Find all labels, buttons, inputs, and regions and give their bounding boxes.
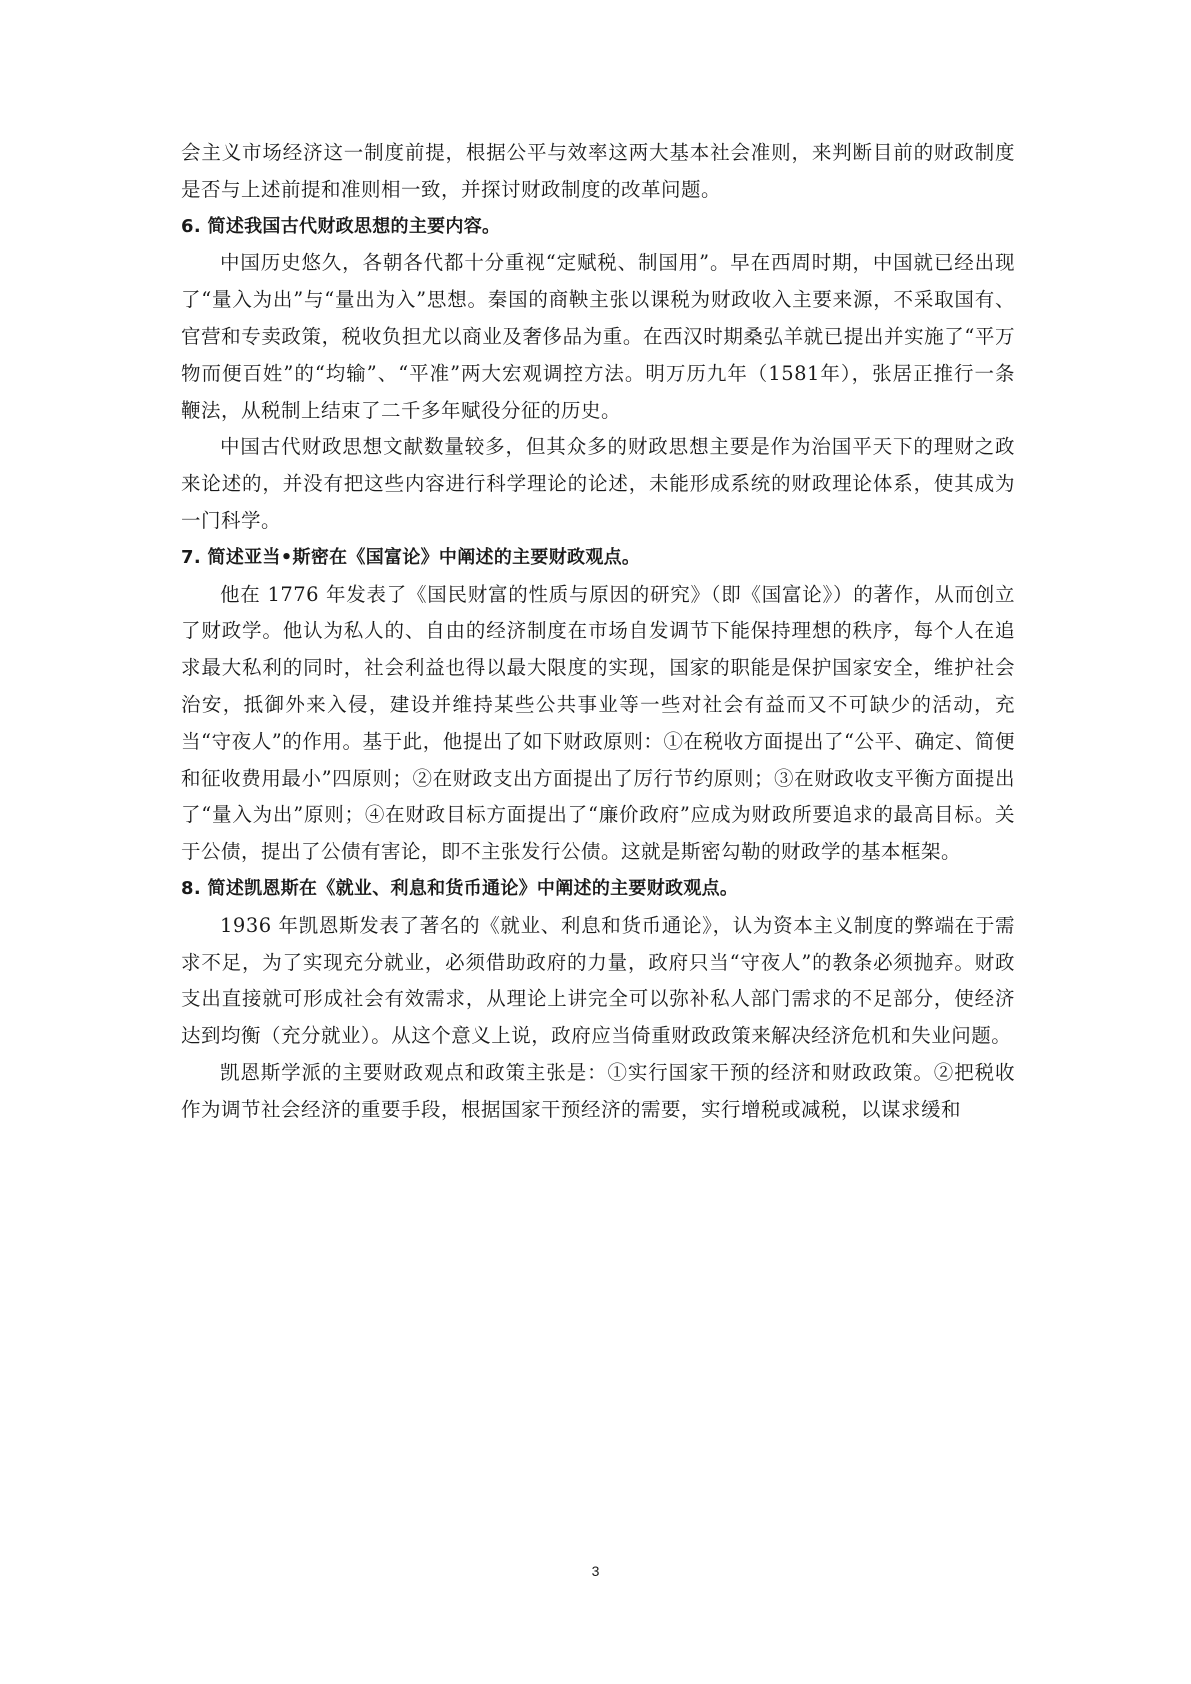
paragraph-continuation: 会主义市场经济这一制度前提，根据公平与效率这两大基本社会准则，来判断目前的财政制度是否与上述前提和准则相一致，并探讨财政制度的改革问题。 [181,141,1015,201]
question-heading-8: 8. 简述凯恩斯在《就业、利息和货币通论》中阐述的主要财政观点。 [181,877,739,899]
paragraph-keynes: 1936 年凯恩斯发表了著名的《就业、利息和货币通论》，认为资本主义制度的弊端在于需求不足，为了实现充分就业，必须借助政府的力量，政府只当“守夜人”的教条必须抛弃。财政支出直接就可形成社会有效需求，从理论上讲完全可以弥补私人部门需求的不足部分，使经济达到均衡（充分就业）。从这个意义上说，政府应当倚重财政政策来解决经济危机和失业问题。 [181,913,1015,1048]
question-heading-6: 6. 简述我国古代财政思想的主要内容。 [181,215,501,237]
paragraph-ancient-finance: 中国历史悠久，各朝各代都十分重视“定赋税、制国用”。早在西周时期，中国就已经出现了“量入为出”与“量出为入”思想。秦国的商鞅主张以课税为财政收入主要来源，不采取国有、官营和专卖政策，税收负担尤以商业及奢侈品为重。在西汉时期桑弘羊就已提出并实施了“平万物而便百姓”的“均输”、“平准”两大宏观调控方法。明万历九年（1581年），张居正推行一条鞭法，从税制上结束了二千多年赋役分征的历史。 [181,251,1015,422]
page-number: 3 [591,1563,600,1579]
document-body [181,135,1015,1129]
question-heading-7: 7. 简述亚当•斯密在《国富论》中阐述的主要财政观点。 [181,546,641,568]
paragraph-keynesian-school: 凯恩斯学派的主要财政观点和政策主张是：①实行国家干预的经济和财政政策。②把税收作为调节社会经济的重要手段，根据国家干预经济的需要，实行增税或减税，以谋求缓和 [181,1060,1015,1121]
paragraph-adam-smith: 他在 1776 年发表了《国民财富的性质与原因的研究》（即《国富论》）的著作，从而创立了财政学。他认为私人的、自由的经济制度在市场自发调节下能保持理想的秩序，每个人在追求最大私利的同时，社会利益也得以最大限度的实现，国家的职能是保护国家安全，维护社会治安，抵御外来入侵，建设并维持某些公共事业等一些对社会有益而又不可缺少的活动，充当“守夜人”的作用。基于此，他提出了如下财政原则：①在税收方面提出了“公平、确定、简便和征收费用最小”四原则；②在财政支出方面提出了厉行节约原则；③在财政收支平衡方面提出了“量入为出”原则；④在财政目标方面提出了“廉价政府”应成为财政所要追求的最高目标。关于公债，提出了公债有害论，即不主张发行公债。这就是斯密勾勒的财政学的基本框架。 [181,582,1015,864]
paragraph-ancient-literature: 中国古代财政思想文献数量较多，但其众多的财政思想主要是作为治国平天下的理财之政来论述的，并没有把这些内容进行科学理论的论述，未能形成系统的财政理论体系，使其成为一门科学。 [181,435,1015,532]
